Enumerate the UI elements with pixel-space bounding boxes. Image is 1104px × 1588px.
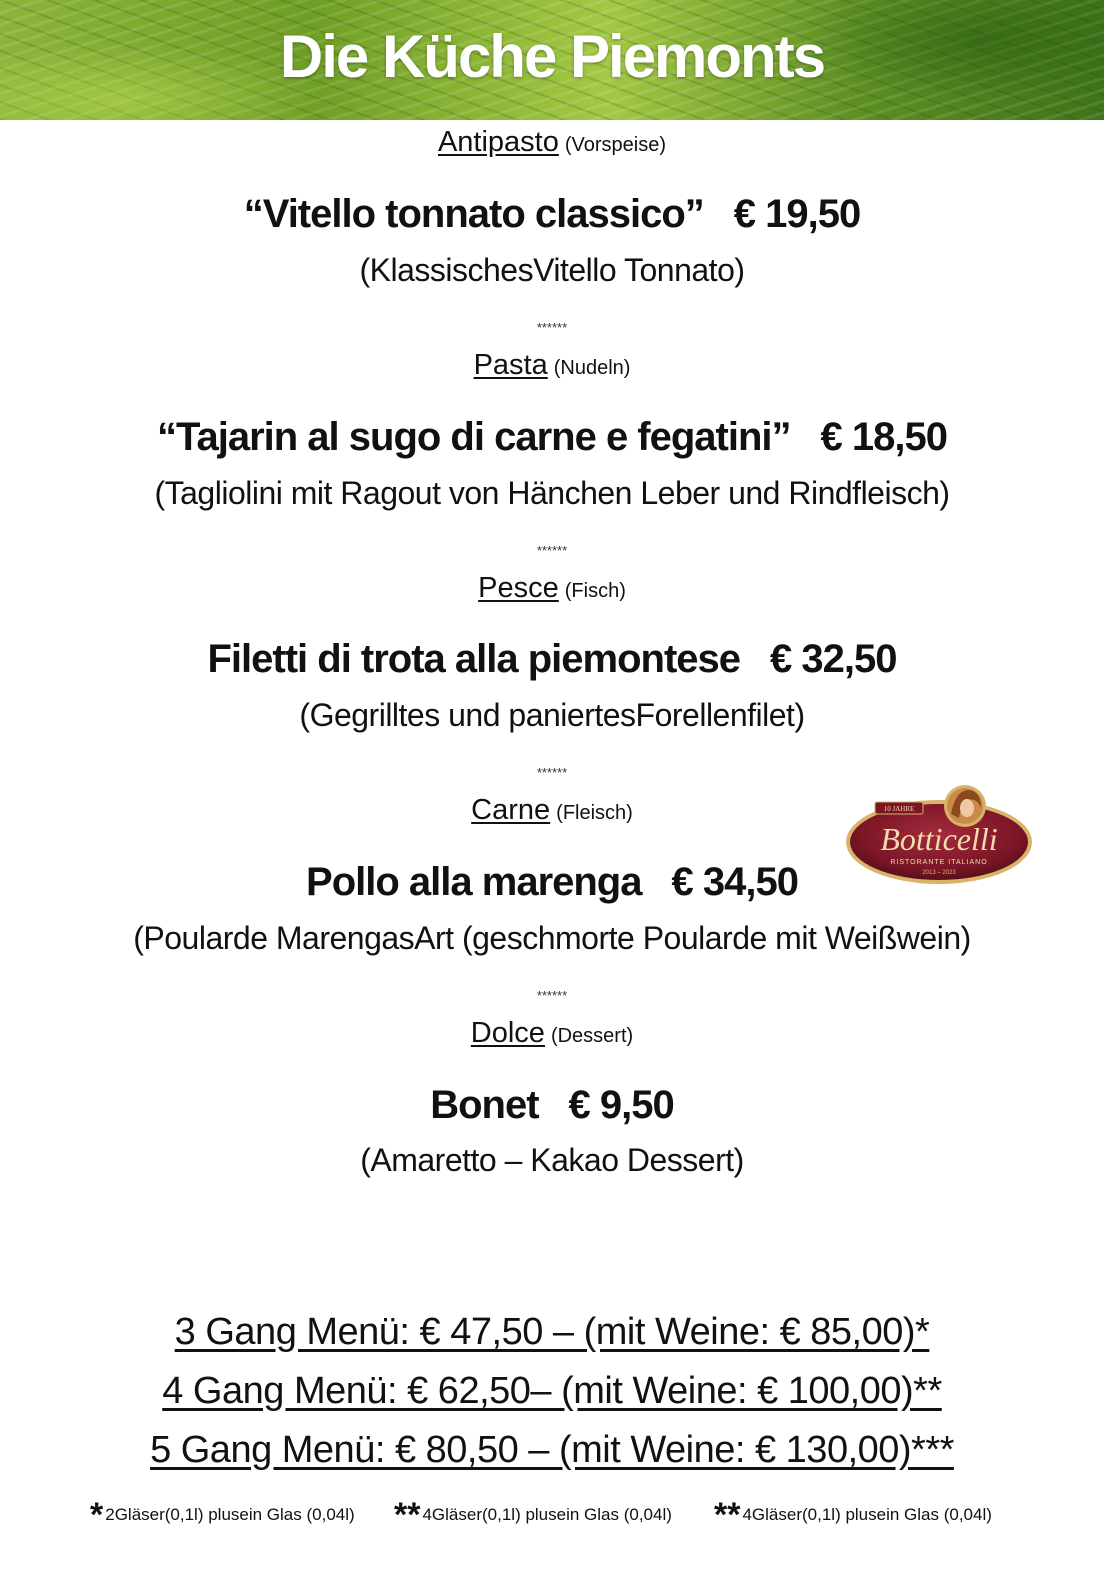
footnote-1 xyxy=(90,1496,355,1535)
dish-description: (Gegrilltes und paniertesForellenfilet) xyxy=(299,697,805,733)
course-translation: (Fisch) xyxy=(564,580,626,602)
dish-line-dolce xyxy=(0,1083,1104,1128)
footnote-text: 2Gläser(0,1l) plusein Glas (0,04l) xyxy=(105,1505,355,1524)
set-menu-3-course: 3 Gang Menü: € 47,50 – (mit Weine: € 85,00)* xyxy=(174,1311,930,1353)
dish-price: € 19,50 xyxy=(733,192,861,236)
logo-subtitle-text: RISTORANTE ITALIANO xyxy=(890,859,988,866)
course-translation: (Nudeln) xyxy=(553,357,631,379)
dish-name: Pollo alla marenga xyxy=(306,860,642,904)
set-menu-4-course: 4 Gang Menü: € 62,50– (mit Weine: € 100,00)** xyxy=(162,1370,942,1412)
footnote-stars: * xyxy=(90,1496,104,1534)
footnote-2 xyxy=(394,1496,672,1535)
footnote-text: 4Gläser(0,1l) plusein Glas (0,04l) xyxy=(422,1505,672,1524)
dish-line-pasta xyxy=(0,415,1104,460)
course-heading-dolce xyxy=(0,1017,1104,1050)
separator: ****** xyxy=(536,765,568,780)
separator: ****** xyxy=(536,988,568,1003)
dish-name: “Tajarin al sugo di carne e fegatini” xyxy=(157,415,791,459)
course-heading-pasta xyxy=(0,349,1104,382)
set-menu-5-course: 5 Gang Menü: € 80,50 – (mit Weine: € 130,00)*** xyxy=(150,1429,954,1471)
footnote-stars: ** xyxy=(394,1496,421,1534)
course-name: Antipasto xyxy=(437,126,559,158)
logo-name-text: Botticelli xyxy=(880,821,998,857)
dish-price: € 34,50 xyxy=(671,860,798,904)
separator: ****** xyxy=(536,543,568,558)
course-translation: (Fleisch) xyxy=(556,802,633,824)
separator: ****** xyxy=(536,320,568,335)
footnote-stars: ** xyxy=(714,1496,741,1534)
dish-description: (Poularde MarengasArt (geschmorte Poularde mit Weißwein) xyxy=(133,920,971,956)
vineyard-banner xyxy=(0,0,1104,120)
dish-description: (KlassischesVitello Tonnato) xyxy=(359,252,745,288)
course-name: Pesce xyxy=(478,572,559,604)
botticelli-emblem-icon xyxy=(843,784,1037,888)
course-translation: (Dessert) xyxy=(550,1025,634,1047)
dish-name: Filetti di trota alla piemontese xyxy=(207,637,741,681)
page-title: Die Küche Piemonts xyxy=(279,23,825,90)
dish-line-pesce xyxy=(0,637,1104,682)
course-heading-antipasto xyxy=(0,126,1104,159)
botticelli-logo xyxy=(843,784,1037,888)
course-heading-pesce xyxy=(0,572,1104,605)
dish-line-antipasto xyxy=(0,192,1104,237)
footnote-3 xyxy=(714,1496,992,1535)
dish-price: € 9,50 xyxy=(568,1083,674,1127)
course-name: Dolce xyxy=(470,1017,545,1049)
dish-description: (Amaretto – Kakao Dessert) xyxy=(360,1142,744,1178)
logo-badge-text: 10 JAHRE xyxy=(883,805,915,813)
dish-name: “Vitello tonnato classico” xyxy=(243,192,704,236)
course-name: Pasta xyxy=(473,349,548,381)
course-name: Carne xyxy=(471,794,551,826)
course-translation: (Vorspeise) xyxy=(564,134,667,156)
dish-price: € 18,50 xyxy=(820,415,947,459)
dish-name: Bonet xyxy=(430,1083,539,1127)
footnote-text: 4Gläser(0,1l) plusein Glas (0,04l) xyxy=(742,1505,992,1524)
dish-price: € 32,50 xyxy=(770,637,897,681)
logo-years-text: 2013 – 2023 xyxy=(922,870,956,876)
dish-description: (Tagliolini mit Ragout von Hänchen Leber und Rindfleisch) xyxy=(154,475,950,511)
